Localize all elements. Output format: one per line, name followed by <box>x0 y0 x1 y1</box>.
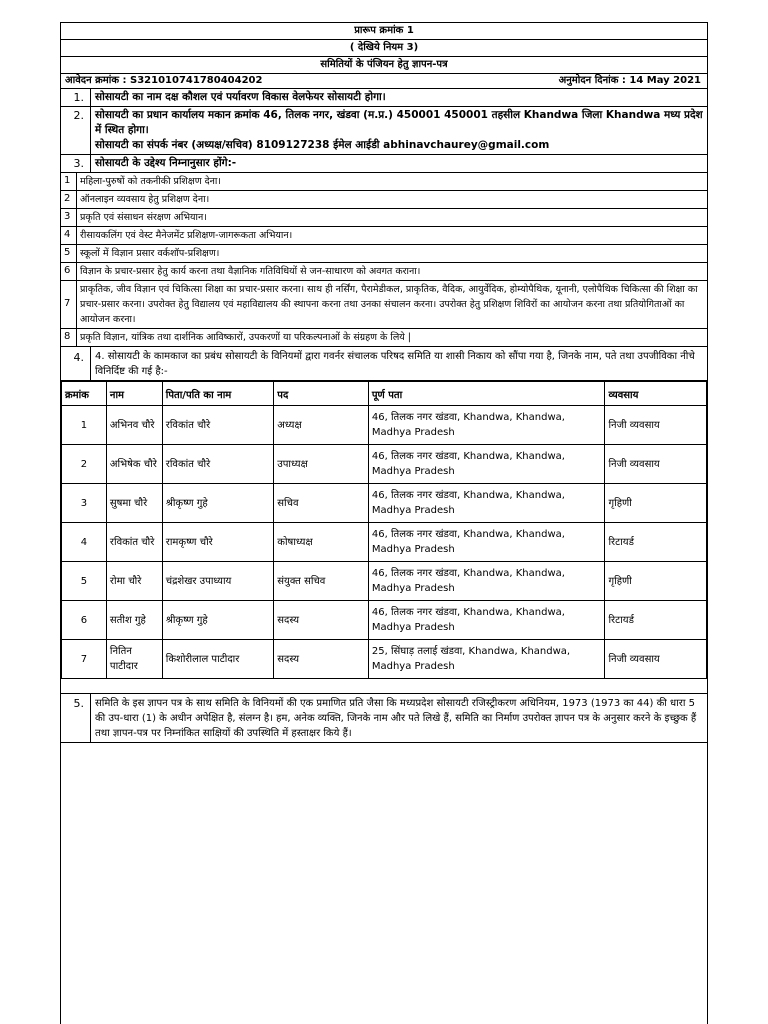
objective-item <box>61 227 707 245</box>
cell-occupation: निजी व्यवसाय <box>605 640 707 679</box>
objectives-heading: सोसायटी के उद्देश्य निम्नानुसार होंगे:- <box>95 157 237 169</box>
cell-post: अध्यक्ष <box>274 406 369 445</box>
table-row <box>62 523 707 562</box>
cell-occupation: निजी व्यवसाय <box>605 406 707 445</box>
objective-item <box>61 173 707 191</box>
section-4 <box>61 347 707 381</box>
contact-details: सोसायटी का संपर्क नंबर (अध्यक्ष/सचिव) 8109127238 ईमेल आईडी abhinavchaurey@gmail.com <box>95 139 550 151</box>
cell-address: 46, तिलक नगर खंडवा, Khandwa, Khandwa, Madhya Pradesh <box>368 445 605 484</box>
objective-item <box>61 263 707 281</box>
objective-number: 4 <box>61 227 77 244</box>
cell-post: कोषाध्यक्ष <box>274 523 369 562</box>
cell-father-name: रविकांत चौरे <box>162 445 274 484</box>
cell-post: सचिव <box>274 484 369 523</box>
cell-post: उपाध्यक्ष <box>274 445 369 484</box>
cell-father-name: किशोरीलाल पाटीदार <box>162 640 274 679</box>
cell-post: सदस्य <box>274 601 369 640</box>
col-address: पूर्ण पता <box>368 382 605 406</box>
objective-number: 7 <box>61 281 77 328</box>
objective-text: विज्ञान के प्रचार-प्रसार हेतु कार्य करना तथा वैज्ञानिक गतिविधियों से जन-साधारण को अवगत कराना। <box>80 266 421 277</box>
cell-serial: 5 <box>62 562 107 601</box>
table-header-row <box>62 382 707 406</box>
section-2 <box>61 107 707 155</box>
objective-text: स्कूलों में विज्ञान प्रसार वर्कशॉप-प्रशिक्षण। <box>80 248 220 259</box>
cell-serial: 2 <box>62 445 107 484</box>
col-serial: क्रमांक <box>62 382 107 406</box>
society-name: सोसायटी का नाम दक्ष कौशल एवं पर्यावरण विकास वेलफेयर सोसायटी होगा। <box>95 91 386 103</box>
cell-name: नितिन पाटीदार <box>106 640 162 679</box>
objective-item <box>61 209 707 227</box>
cell-serial: 4 <box>62 523 107 562</box>
objective-item <box>61 191 707 209</box>
management-statement: 4. सोसायटी के कामकाज का प्रबंध सोसायटी के विनियमों द्वारा गवर्नर संचालक परिषद समिति या शासी निकाय को सौंपा गया है, जिनके नाम, पते तथा उपजीविका नीचे विनिर्दिष्ट की गई है:- <box>95 351 695 377</box>
objective-number: 2 <box>61 191 77 208</box>
cell-father-name: श्रीकृष्ण गुहे <box>162 601 274 640</box>
cell-name: सतीश गुहे <box>106 601 162 640</box>
cell-serial: 7 <box>62 640 107 679</box>
cell-name: अभिषेक चौरे <box>106 445 162 484</box>
objective-text: ऑनलाइन व्यवसाय हेतु प्रशिक्षण देना। <box>80 194 210 205</box>
objective-text: प्रकृति एवं संसाधन संरक्षण अभियान। <box>80 212 207 223</box>
section-number: 2. <box>61 107 91 154</box>
objective-item <box>61 245 707 263</box>
cell-name: अभिनव चौरे <box>106 406 162 445</box>
section-number: 3. <box>61 155 91 172</box>
section-2-body <box>91 107 707 154</box>
cell-address: 46, तिलक नगर खंडवा, Khandwa, Khandwa, Madhya Pradesh <box>368 406 605 445</box>
table-row <box>62 406 707 445</box>
head-office-address: सोसायटी का प्रधान कार्यालय मकान क्रमांक 46, तिलक नगर, खंडवा (म.प्र.) 450001 450001 तहसील Khandwa जिला Khandwa मध्य प्रदेश में स्थित होगा। <box>95 109 703 136</box>
cell-occupation: रिटायर्ड <box>605 523 707 562</box>
form-title: समितियों के पंजियन हेतु ज्ञापन-पत्र <box>61 57 707 74</box>
cell-serial: 3 <box>62 484 107 523</box>
cell-address: 46, तिलक नगर खंडवा, Khandwa, Khandwa, Madhya Pradesh <box>368 523 605 562</box>
objective-text: महिला-पुरुषों को तकनीकी प्रशिक्षण देना। <box>80 176 221 187</box>
table-row <box>62 562 707 601</box>
cell-name: रविकांत चौरे <box>106 523 162 562</box>
cell-serial: 1 <box>62 406 107 445</box>
cell-occupation: गृहिणी <box>605 562 707 601</box>
section-3 <box>61 155 707 173</box>
cell-father-name: रविकांत चौरे <box>162 406 274 445</box>
col-post: पद <box>274 382 369 406</box>
cell-address: 46, तिलक नगर खंडवा, Khandwa, Khandwa, Madhya Pradesh <box>368 562 605 601</box>
section-1 <box>61 89 707 107</box>
table-row <box>62 445 707 484</box>
cell-occupation: गृहिणी <box>605 484 707 523</box>
spacer <box>61 679 707 693</box>
cell-post: संयुक्त सचिव <box>274 562 369 601</box>
approval-date: अनुमोदन दिनांक : 14 May 2021 <box>558 75 701 86</box>
section-number: 5. <box>61 694 91 742</box>
table-row <box>62 601 707 640</box>
cell-serial: 6 <box>62 601 107 640</box>
form-number: प्रारूप क्रमांक 1 <box>61 23 707 40</box>
cell-address: 46, तिलक नगर खंडवा, Khandwa, Khandwa, Madhya Pradesh <box>368 601 605 640</box>
members-table <box>61 381 707 679</box>
col-name: नाम <box>106 382 162 406</box>
cell-post: सदस्य <box>274 640 369 679</box>
col-occupation: व्यवसाय <box>605 382 707 406</box>
objectives-list <box>61 173 707 347</box>
table-row <box>62 484 707 523</box>
cell-name: सुषमा चौरे <box>106 484 162 523</box>
table-row <box>62 640 707 679</box>
cell-father-name: रामकृष्ण चौरे <box>162 523 274 562</box>
objective-number: 1 <box>61 173 77 190</box>
objective-item <box>61 281 707 329</box>
objective-item <box>61 329 707 347</box>
objective-text: प्रकृति विज्ञान, यांत्रिक तथा दार्शनिक आविष्कारों, उपकरणों या परिकल्पनाओं के संग्रहण के लिये | <box>80 332 411 343</box>
cell-name: रोमा चौरे <box>106 562 162 601</box>
col-father-name: पिता/पति का नाम <box>162 382 274 406</box>
objective-text: रीसायकलिंग एवं वेस्ट मैनेजमेंट प्रशिक्षण-जागरूकता अभियान। <box>80 230 293 241</box>
cell-father-name: चंद्रशेखर उपाध्याय <box>162 562 274 601</box>
memorandum-form <box>60 22 708 1024</box>
cell-address: 46, तिलक नगर खंडवा, Khandwa, Khandwa, Madhya Pradesh <box>368 484 605 523</box>
objective-number: 5 <box>61 245 77 262</box>
objective-number: 8 <box>61 329 77 346</box>
application-number: आवेदन क्रमांक : S321010741780404202 <box>65 75 263 86</box>
cell-father-name: श्रीकृष्ण गुहे <box>162 484 274 523</box>
meta-row <box>61 74 707 89</box>
objective-text: प्राकृतिक, जीव विज्ञान एवं चिकित्सा शिक्षा का प्रचार-प्रसार करना। साथ ही नर्सिंग, पैरामेडीकल, प्राकृतिक, वैदिक, आयुर्वेदिक, होम्योपैथिक, यूनानी, एलोपैथिक चिकित्सा की शिक्षा का प्रचार-प्रसार करना। उपरोक्त हेतु विद्यालय एवं महाविद्यालय की स्थापना करना तथा उनका संचालन करना। उपरोक्त हेतु प्रशिक्षण शिविरों का आयोजन करना तथा प्रतियोगिताओं का आयोजन करना। <box>80 284 698 325</box>
section-number: 1. <box>61 89 91 106</box>
section-5 <box>61 693 707 743</box>
cell-occupation: निजी व्यवसाय <box>605 445 707 484</box>
cell-address: 25, सिंघाड़ तलाई खंडवा, Khandwa, Khandwa, Madhya Pradesh <box>368 640 605 679</box>
objective-number: 3 <box>61 209 77 226</box>
cell-occupation: रिटायर्ड <box>605 601 707 640</box>
rule-reference: ( देखिये नियम 3) <box>61 40 707 57</box>
section-number: 4. <box>61 347 91 380</box>
objective-number: 6 <box>61 263 77 280</box>
declaration-text: समिति के इस ज्ञापन पत्र के साथ समिति के विनियमों की एक प्रमाणित प्रति जैसा कि मध्यप्रदेश सोसायटी रजिस्ट्रीकरण अधिनियम, 1973 (1973 का 44) की धारा 5 की उप-धारा (1) के अधीन अपेक्षित है, संलग्न है। हम, अनेक व्यक्ति, जिनके नाम और पते लिखे हैं, समिति का निर्माण उपरोक्त ज्ञापन पत्र के अनुसार करने के इच्छुक हैं तथा ज्ञापन-पत्र पर निम्नांकित साक्षियों की उपस्थिति में हस्ताक्षर किये हैं। <box>95 698 697 739</box>
